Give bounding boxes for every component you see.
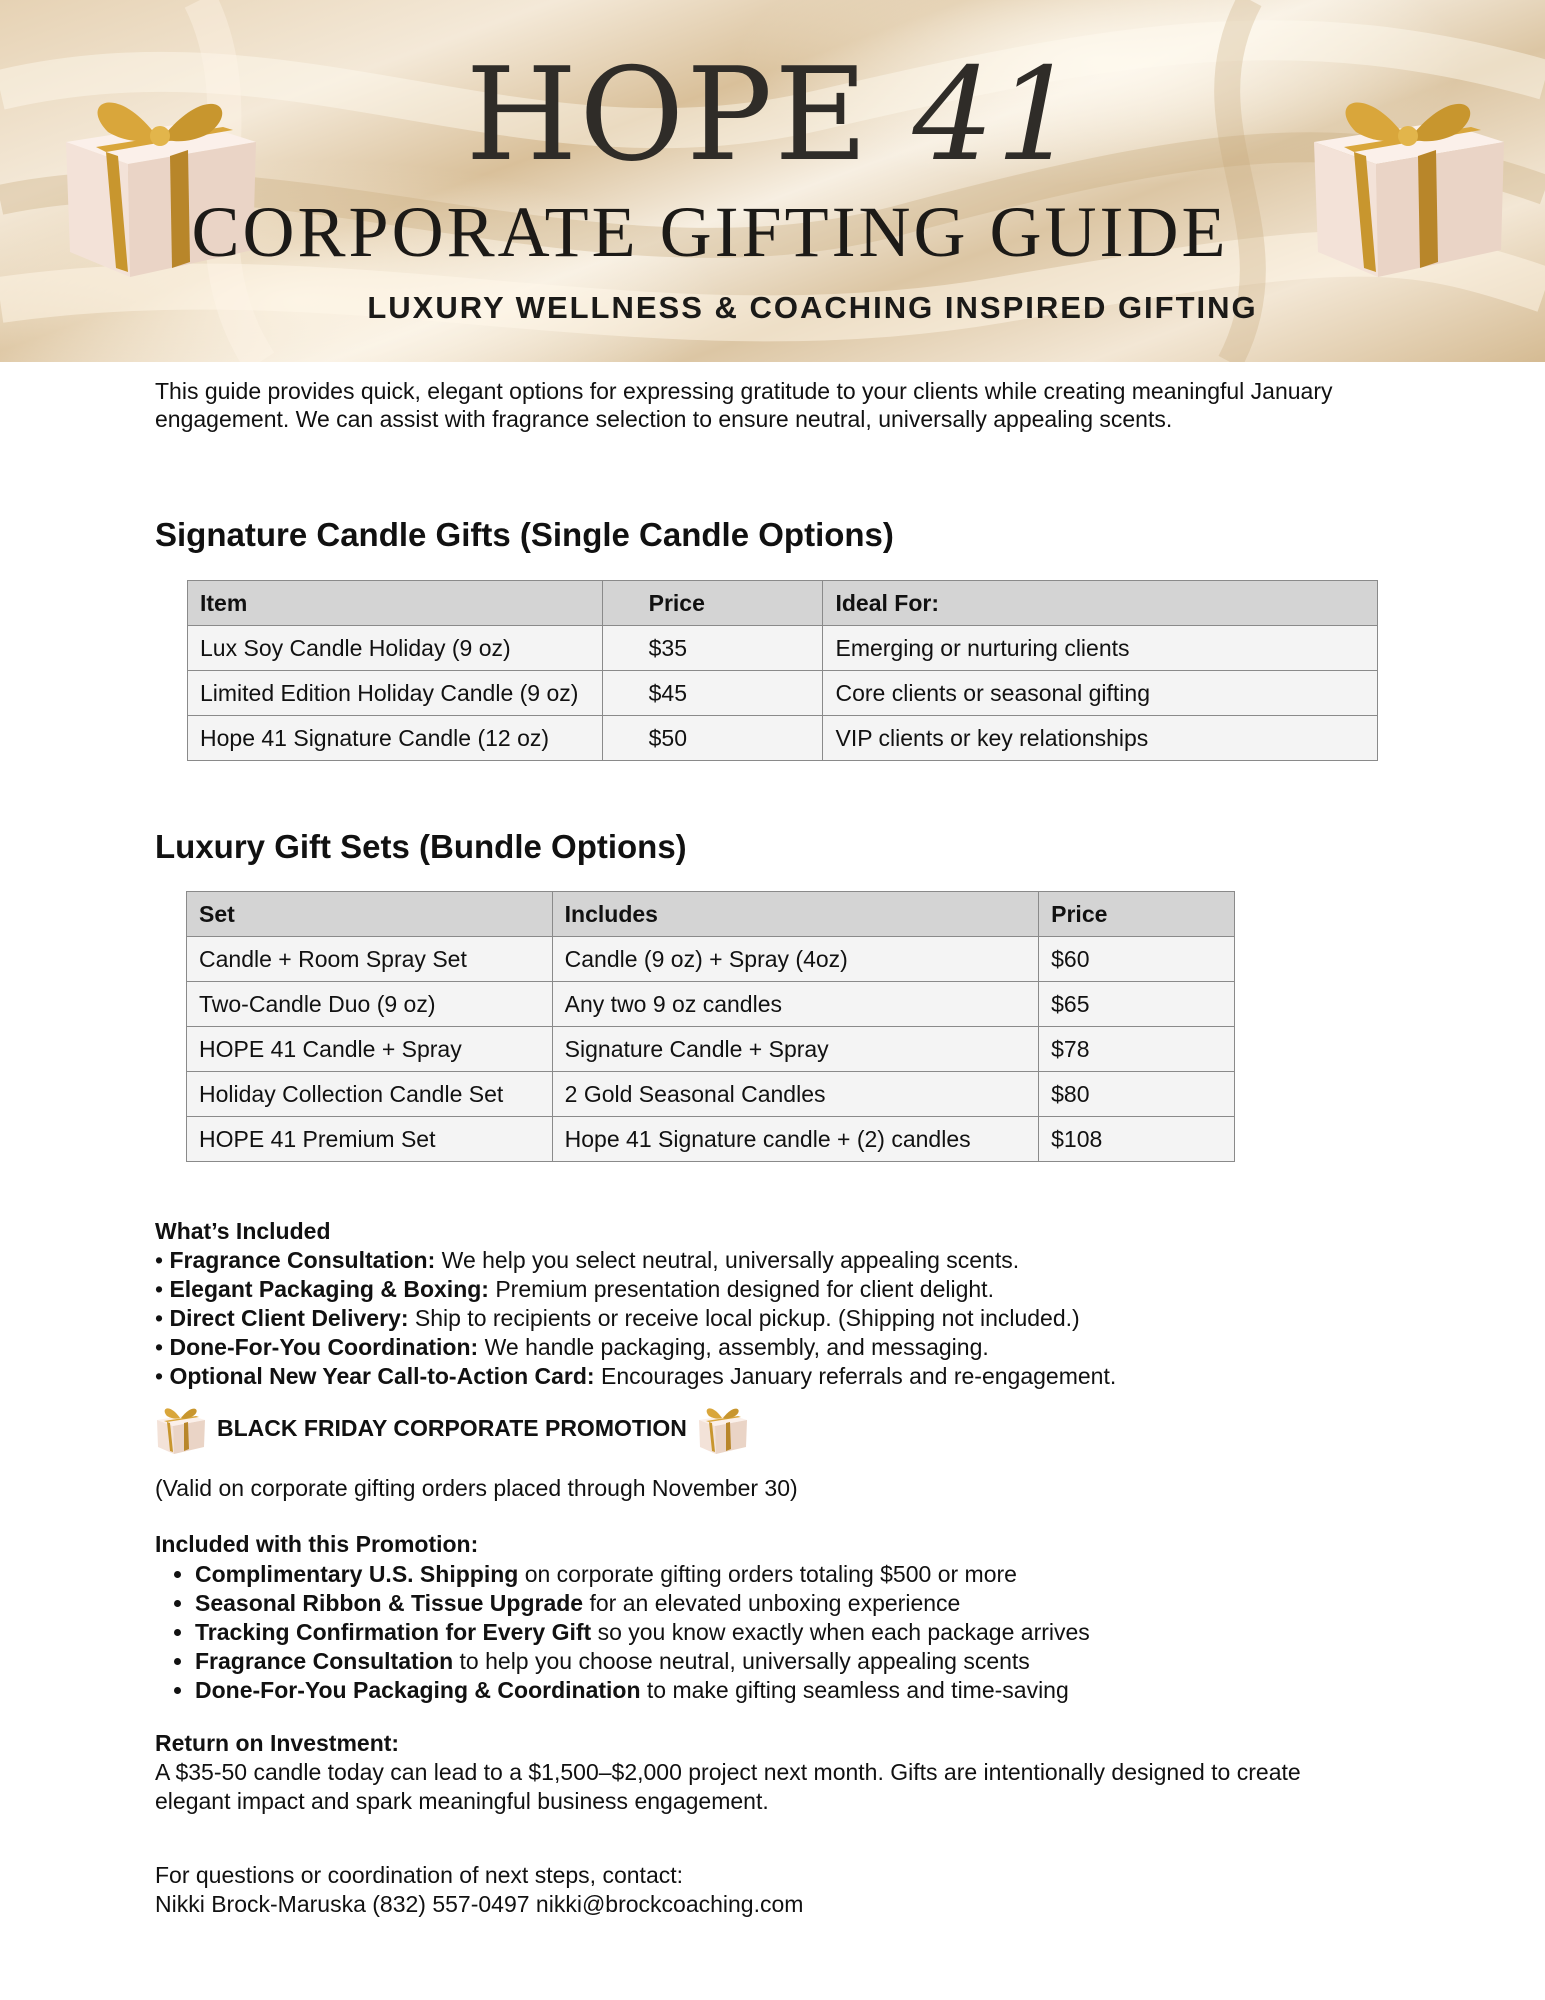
brand-logo [0, 41, 1545, 190]
table-cell: Limited Edition Holiday Candle (9 oz) [188, 671, 603, 716]
table-cell: Holiday Collection Candle Set [187, 1072, 553, 1117]
gift-box-icon [155, 1400, 207, 1456]
table-cell: Candle + Room Spray Set [187, 937, 553, 982]
item-text: so you know exactly when each package arrives [591, 1619, 1090, 1645]
contact-intro: For questions or coordination of next steps, contact: [155, 1862, 684, 1888]
promotion-validity: (Valid on corporate gifting orders placed through November 30) [155, 1475, 798, 1501]
item-label: Elegant Packaging & Boxing: [169, 1276, 489, 1302]
contact-section [155, 1861, 803, 1919]
signature-heading: Signature Candle Gifts (Single Candle Options) [155, 516, 894, 553]
table-row [188, 671, 1378, 716]
item-text: Premium presentation designed for client delight. [488, 1276, 994, 1302]
table-cell: Hope 41 Signature candle + (2) candles [552, 1117, 1038, 1162]
table-cell: Candle (9 oz) + Spray (4oz) [552, 937, 1038, 982]
column-header: Item [188, 581, 603, 626]
table-cell: $60 [1039, 937, 1235, 982]
whats-included-section [155, 1217, 1405, 1391]
item-text: for an elevated unboxing experience [583, 1590, 961, 1616]
item-label: Done-For-You Packaging & Coordination [195, 1677, 641, 1703]
table-cell: $65 [1039, 982, 1235, 1027]
brand-word: HOPE [465, 41, 870, 190]
promotion-banner [155, 1400, 749, 1456]
table-row [188, 716, 1378, 761]
table-cell: $108 [1039, 1117, 1235, 1162]
list-item: • Optional New Year Call-to-Action Card: Encourages January referrals and re-engagement. [155, 1363, 1117, 1389]
item-label: Fragrance Consultation [195, 1648, 454, 1674]
table-cell: Lux Soy Candle Holiday (9 oz) [188, 626, 603, 671]
list-item: • Direct Client Delivery: Ship to recipients or receive local pickup. (Shipping not included.) [155, 1305, 1080, 1331]
page-subtitle: LUXURY WELLNESS & COACHING INSPIRED GIFTING [367, 290, 1258, 325]
contact-details[interactable]: Nikki Brock-Maruska (832) 557-0497 nikki@brockcoaching.com [155, 1891, 804, 1917]
promotion-title: BLACK FRIDAY CORPORATE PROMOTION [217, 1414, 687, 1441]
item-text: to make gifting seamless and time-saving [640, 1677, 1069, 1703]
table-cell: $50 [602, 716, 823, 761]
brand-number: 41 [912, 41, 1080, 190]
roi-text: A $35-50 candle today can lead to a $1,500–$2,000 project next month. Gifts are intentionally designed to create elegant impact and spark meaningful business engagement. [155, 1759, 1301, 1814]
item-text: on corporate gifting orders totaling $500 or more [518, 1561, 1017, 1587]
item-label: Seasonal Ribbon & Tissue Upgrade [195, 1590, 584, 1616]
list-item [195, 1589, 1395, 1618]
item-label: Done-For-You Coordination: [169, 1334, 479, 1360]
gift-box-icon [697, 1400, 749, 1456]
intro-paragraph: This guide provides quick, elegant options for expressing gratitude to your clients while creating meaningful January engagement. We can assist with fragrance selection to ensure neutral, universally appealing scents. [155, 378, 1333, 432]
bundles-heading: Luxury Gift Sets (Bundle Options) [155, 828, 687, 865]
table-cell: HOPE 41 Candle + Spray [187, 1027, 553, 1072]
item-text: We handle packaging, assembly, and messaging. [478, 1334, 989, 1360]
list-item: • Done-For-You Coordination: We handle packaging, assembly, and messaging. [155, 1334, 989, 1360]
table-row [187, 1117, 1235, 1162]
item-label: Direct Client Delivery: [169, 1305, 409, 1331]
list-item: • Fragrance Consultation: We help you select neutral, universally appealing scents. [155, 1247, 1020, 1273]
table-cell: Hope 41 Signature Candle (12 oz) [188, 716, 603, 761]
table-row [187, 982, 1235, 1027]
table-row [188, 626, 1378, 671]
promotion-list [155, 1560, 1395, 1705]
whats-included-heading: What’s Included [155, 1218, 331, 1244]
roi-heading: Return on Investment: [155, 1730, 400, 1756]
table-row [187, 1072, 1235, 1117]
table-cell: Emerging or nurturing clients [823, 626, 1378, 671]
item-label: Fragrance Consultation: [169, 1247, 436, 1273]
header-banner [0, 0, 1545, 362]
column-header: Includes [552, 892, 1038, 937]
list-item: • Elegant Packaging & Boxing: Premium presentation designed for client delight. [155, 1276, 994, 1302]
item-text: Ship to recipients or receive local pickup. (Shipping not included.) [408, 1305, 1080, 1331]
table-row [187, 1027, 1235, 1072]
item-label: Optional New Year Call-to-Action Card: [169, 1363, 595, 1389]
item-text: Encourages January referrals and re-engagement. [594, 1363, 1117, 1389]
list-item [195, 1560, 1395, 1589]
table-cell: HOPE 41 Premium Set [187, 1117, 553, 1162]
table-cell: 2 Gold Seasonal Candles [552, 1072, 1038, 1117]
table-row [187, 937, 1235, 982]
page-title: CORPORATE GIFTING GUIDE [191, 192, 1229, 272]
item-label: Complimentary U.S. Shipping [195, 1561, 519, 1587]
list-item [195, 1676, 1395, 1705]
list-item [195, 1647, 1395, 1676]
signature-table [187, 580, 1378, 761]
column-header: Ideal For: [823, 581, 1378, 626]
table-cell: Two-Candle Duo (9 oz) [187, 982, 553, 1027]
item-text: We help you select neutral, universally appealing scents. [435, 1247, 1020, 1273]
table-cell: $45 [602, 671, 823, 716]
item-label: Tracking Confirmation for Every Gift [195, 1619, 592, 1645]
list-item [195, 1618, 1395, 1647]
table-cell: $35 [602, 626, 823, 671]
table-cell: Signature Candle + Spray [552, 1027, 1038, 1072]
column-header: Price [1039, 892, 1235, 937]
promotion-included-heading: Included with this Promotion: [155, 1531, 479, 1557]
table-header-row [188, 581, 1378, 626]
item-text: to help you choose neutral, universally appealing scents [453, 1648, 1030, 1674]
column-header: Price [602, 581, 823, 626]
table-cell: Any two 9 oz candles [552, 982, 1038, 1027]
table-cell: $80 [1039, 1072, 1235, 1117]
bundles-table [186, 891, 1235, 1162]
table-cell: Core clients or seasonal gifting [823, 671, 1378, 716]
table-cell: $78 [1039, 1027, 1235, 1072]
table-header-row [187, 892, 1235, 937]
table-cell: VIP clients or key relationships [823, 716, 1378, 761]
column-header: Set [187, 892, 553, 937]
